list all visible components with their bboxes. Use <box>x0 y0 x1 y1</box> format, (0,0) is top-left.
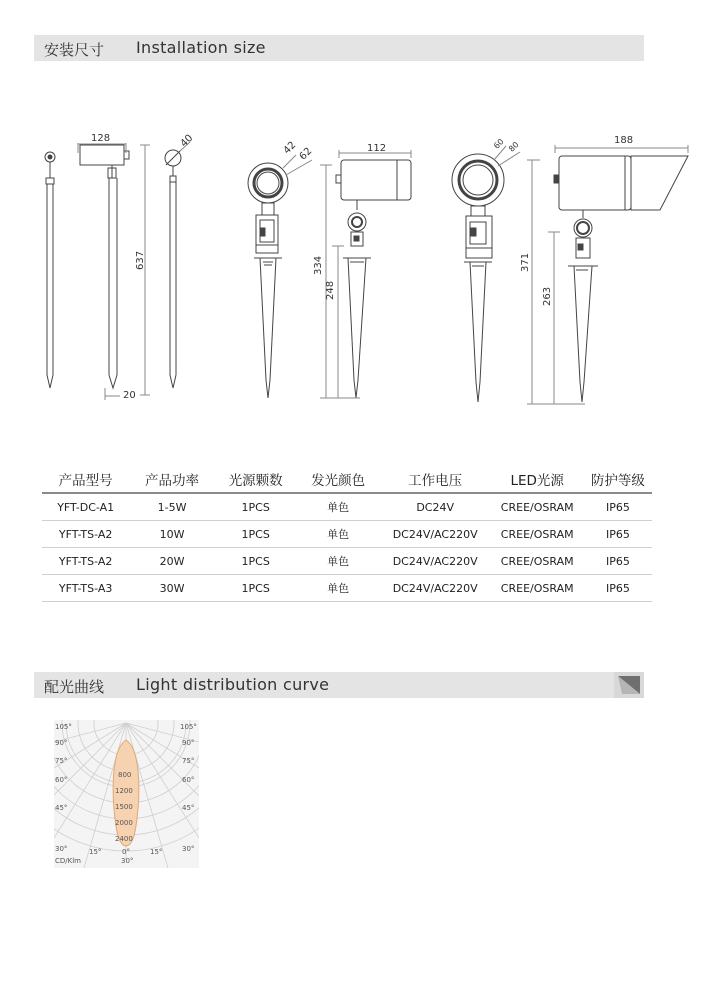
section-header-installation <box>34 35 644 61</box>
cell-led-source: CREE/OSRAM <box>491 575 584 602</box>
cell-led-count: 1PCS <box>215 521 297 548</box>
dim-112: 112 <box>367 143 387 154</box>
angle-bottom-0: 0° <box>122 848 130 856</box>
cell-led-source: CREE/OSRAM <box>491 493 584 521</box>
dim-40: 40 <box>178 132 196 150</box>
dim-334: 334 <box>313 255 324 275</box>
drawing-1-side <box>45 152 55 388</box>
angle-bottom-15-left: 15° <box>89 848 102 856</box>
cell-voltage: DC24V/AC220V <box>380 521 491 548</box>
header-color: 发光颜色 <box>297 466 380 493</box>
cell-power: 10W <box>129 521 214 548</box>
angle-left-60: 60° <box>55 776 68 784</box>
section-title-cn: 安装尺寸 <box>44 41 105 59</box>
drawing-4-round-head <box>248 155 312 398</box>
intensity-2400: 2400 <box>115 835 133 843</box>
cell-color: 单色 <box>297 493 380 521</box>
header-voltage: 工作电压 <box>380 466 491 493</box>
table-row <box>42 548 652 575</box>
angle-bottom-30: 30° <box>121 857 134 865</box>
angle-left-45: 45° <box>55 804 68 812</box>
header-led-source: LED光源 <box>491 466 584 493</box>
drawing-2-front <box>78 143 150 400</box>
cell-ip: IP65 <box>584 575 652 602</box>
section-title-en: Light distribution curve <box>136 675 330 694</box>
drawing-7-angled-head <box>527 145 688 404</box>
corner-logo-icon <box>614 672 644 698</box>
table-row <box>42 493 652 521</box>
cell-voltage: DC24V <box>380 493 491 521</box>
cell-led-count: 1PCS <box>215 548 297 575</box>
polar-distribution-diagram <box>54 720 199 868</box>
table-row <box>42 521 652 548</box>
dim-248: 248 <box>325 280 336 300</box>
angle-right-105: 105° <box>180 723 197 731</box>
header-power: 产品功率 <box>129 466 214 493</box>
drawing-6-large-round-head <box>452 146 520 402</box>
cell-led-source: CREE/OSRAM <box>491 548 584 575</box>
header-model: 产品型号 <box>42 466 129 493</box>
cell-led-count: 1PCS <box>215 575 297 602</box>
cell-power: 20W <box>129 548 214 575</box>
intensity-1200: 1200 <box>115 787 133 795</box>
header-led-count: 光源颗数 <box>215 466 297 493</box>
cell-color: 单色 <box>297 575 380 602</box>
dim-80: 80 <box>507 140 521 154</box>
table-header-row <box>42 466 652 493</box>
angle-left-90: 90° <box>55 739 68 747</box>
dim-62: 62 <box>297 145 315 163</box>
cell-power: 30W <box>129 575 214 602</box>
cell-model: YFT-TS-A3 <box>42 575 129 602</box>
angle-right-30: 30° <box>182 845 195 853</box>
cell-model: YFT-TS-A2 <box>42 548 129 575</box>
cell-power: 1-5W <box>129 493 214 521</box>
dim-42: 42 <box>281 139 299 157</box>
dim-637: 637 <box>135 250 146 270</box>
angle-left-30: 30° <box>55 845 68 853</box>
cell-led-count: 1PCS <box>215 493 297 521</box>
dim-371: 371 <box>520 252 531 272</box>
angle-bottom-15-right: 15° <box>150 848 163 856</box>
section-header-light-distribution <box>34 672 644 698</box>
angle-right-75: 75° <box>182 757 195 765</box>
installation-drawings <box>0 95 715 515</box>
cell-ip: IP65 <box>584 493 652 521</box>
unit-label: CD/Klm <box>55 857 81 865</box>
angle-left-105: 105° <box>55 723 72 731</box>
cell-color: 单色 <box>297 521 380 548</box>
table-row <box>42 575 652 602</box>
spec-table <box>42 466 652 602</box>
cell-voltage: DC24V/AC220V <box>380 575 491 602</box>
cell-model: YFT-DC-A1 <box>42 493 129 521</box>
dim-60: 60 <box>492 137 506 151</box>
drawing-5-cylinder-side <box>320 150 411 398</box>
intensity-1500: 1500 <box>115 803 133 811</box>
dim-263: 263 <box>542 286 553 306</box>
dim-188: 188 <box>614 135 634 146</box>
angle-right-45: 45° <box>182 804 195 812</box>
angle-right-90: 90° <box>182 739 195 747</box>
cell-color: 单色 <box>297 548 380 575</box>
dim-20: 20 <box>123 390 136 401</box>
cell-ip: IP65 <box>584 548 652 575</box>
dim-128: 128 <box>91 133 111 144</box>
intensity-800: 800 <box>118 771 132 779</box>
angle-left-75: 75° <box>55 757 68 765</box>
cell-led-source: CREE/OSRAM <box>491 521 584 548</box>
section-title-en: Installation size <box>136 38 266 57</box>
drawing-3-top <box>165 142 190 388</box>
header-ip: 防护等级 <box>584 466 652 493</box>
cell-model: YFT-TS-A2 <box>42 521 129 548</box>
angle-right-60: 60° <box>182 776 195 784</box>
cell-ip: IP65 <box>584 521 652 548</box>
intensity-2000: 2000 <box>115 819 133 827</box>
section-title-cn: 配光曲线 <box>44 678 105 696</box>
cell-voltage: DC24V/AC220V <box>380 548 491 575</box>
